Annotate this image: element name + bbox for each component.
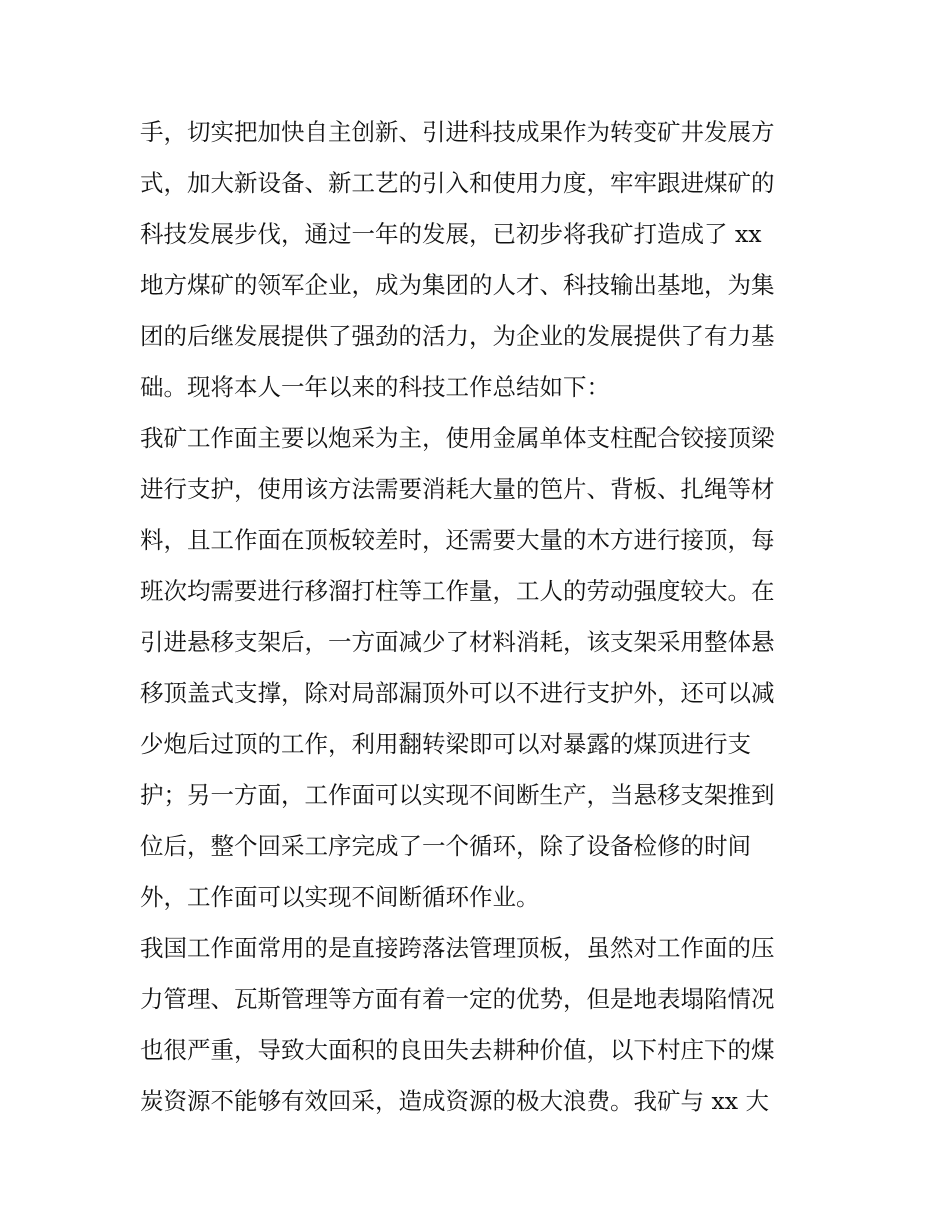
text-line: 进行支护，使用该方法需要消耗大量的笆片、背板、扎绳等材 bbox=[140, 475, 775, 503]
text-line: 引进悬移支架后，一方面减少了材料消耗，该支架采用整体悬 bbox=[140, 628, 775, 656]
text-line: 护；另一方面，工作面可以实现不间断生产，当悬移支架推到 bbox=[140, 781, 775, 809]
text-line: 炭资源不能够有效回采，造成资源的极大浪费。我矿与 xx 大 bbox=[140, 1087, 769, 1115]
text-line: 手，切实把加快自主创新、引进科技成果作为转变矿井发展方 bbox=[140, 118, 775, 146]
text-line: 我国工作面常用的是直接跨落法管理顶板，虽然对工作面的压 bbox=[140, 934, 775, 962]
text-line: 移顶盖式支撑，除对局部漏顶外可以不进行支护外，还可以减 bbox=[140, 679, 775, 707]
text-line: 少炮后过顶的工作，利用翻转梁即可以对暴露的煤顶进行支 bbox=[140, 730, 751, 758]
text-line: 料，且工作面在顶板较差时，还需要大量的木方进行接顶，每 bbox=[140, 526, 775, 554]
text-line: 础。现将本人一年以来的科技工作总结如下： bbox=[140, 373, 610, 401]
text-line: 位后，整个回采工序完成了一个循环，除了设备检修的时间 bbox=[140, 832, 751, 860]
text-line: 我矿工作面主要以炮采为主，使用金属单体支柱配合铰接顶梁 bbox=[140, 424, 775, 452]
text-line: 外，工作面可以实现不间断循环作业。 bbox=[140, 883, 540, 911]
text-line: 式，加大新设备、新工艺的引入和使用力度，牢牢跟进煤矿的 bbox=[140, 169, 775, 197]
text-line: 班次均需要进行移溜打柱等工作量，工人的劳动强度较大。在 bbox=[140, 577, 775, 605]
text-line: 团的后继发展提供了强劲的活力，为企业的发展提供了有力基 bbox=[140, 322, 775, 350]
body-text bbox=[140, 107, 820, 1127]
text-line: 地方煤矿的领军企业，成为集团的人才、科技输出基地，为集 bbox=[140, 271, 775, 299]
text-line: 科技发展步伐，通过一年的发展，已初步将我矿打造成了 xx bbox=[140, 220, 762, 248]
text-line: 也很严重，导致大面积的良田失去耕种价值，以下村庄下的煤 bbox=[140, 1036, 775, 1064]
text-line: 力管理、瓦斯管理等方面有着一定的优势，但是地表塌陷情况 bbox=[140, 985, 775, 1013]
